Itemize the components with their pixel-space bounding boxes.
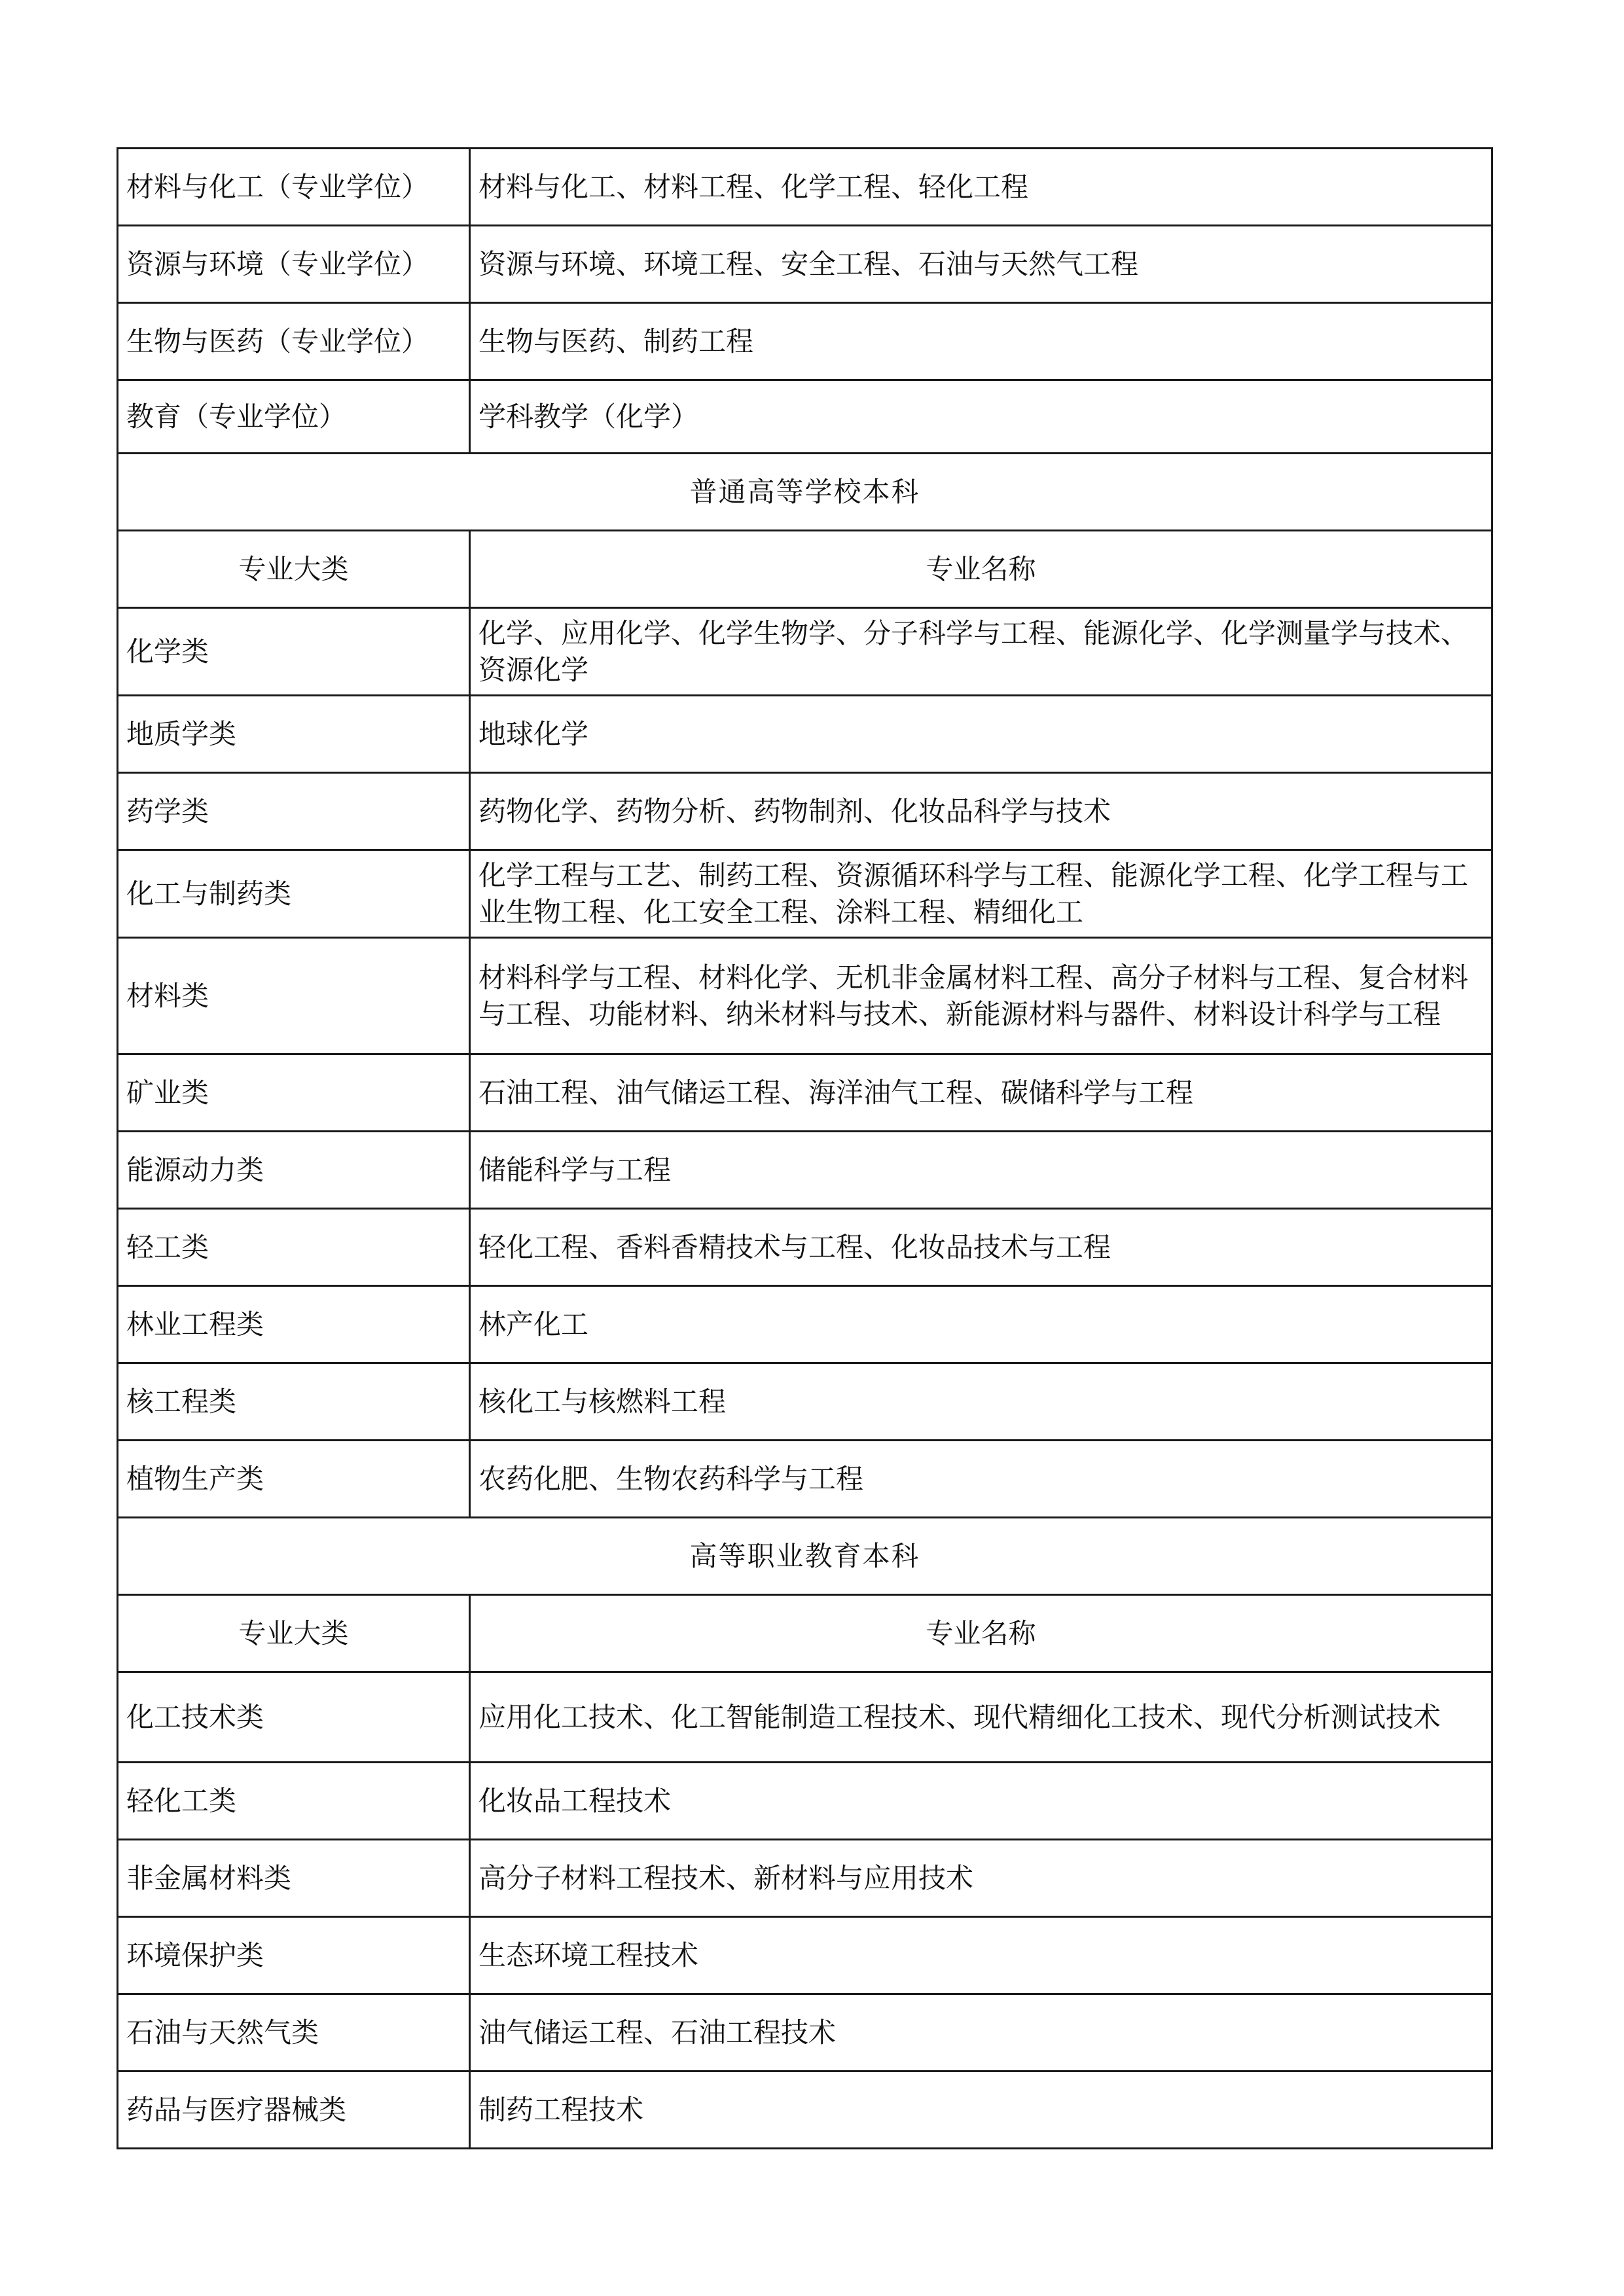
table-row: [118, 1441, 1492, 1518]
category-cell: 材料类: [118, 938, 470, 1054]
category-cell: 药学类: [118, 773, 470, 850]
table-row: [118, 850, 1492, 938]
table-row: [118, 1917, 1492, 1994]
header-row: [118, 531, 1492, 608]
column-header-names: 专业名称: [470, 1595, 1492, 1672]
category-cell: 轻化工类: [118, 1763, 470, 1840]
major-names-cell: 应用化工技术、化工智能制造工程技术、现代精细化工技术、现代分析测试技术: [470, 1672, 1492, 1763]
column-header-names: 专业名称: [470, 531, 1492, 608]
major-names-cell: 农药化肥、生物农药科学与工程: [470, 1441, 1492, 1518]
category-cell: 林业工程类: [118, 1286, 470, 1363]
major-names-cell: 学科教学（化学）: [470, 380, 1492, 454]
category-cell: 教育（专业学位）: [118, 380, 470, 454]
table-row: [118, 1286, 1492, 1363]
major-names-cell: 轻化工程、香料香精技术与工程、化妆品技术与工程: [470, 1209, 1492, 1286]
category-cell: 核工程类: [118, 1363, 470, 1441]
category-cell: 轻工类: [118, 1209, 470, 1286]
major-names-cell: 资源与环境、环境工程、安全工程、石油与天然气工程: [470, 226, 1492, 303]
table-row: [118, 303, 1492, 380]
section-title-vocational: 高等职业教育本科: [118, 1518, 1492, 1595]
section-title-row: [118, 454, 1492, 531]
major-names-cell: 石油工程、油气储运工程、海洋油气工程、碳储科学与工程: [470, 1054, 1492, 1132]
table-row: [118, 608, 1492, 696]
major-names-cell: 地球化学: [470, 696, 1492, 773]
header-row: [118, 1595, 1492, 1672]
table-row: [118, 1363, 1492, 1441]
major-catalog-table: [117, 147, 1493, 2149]
major-names-cell: 制药工程技术: [470, 2072, 1492, 2149]
column-header-category: 专业大类: [118, 1595, 470, 1672]
major-names-cell: 生物与医药、制药工程: [470, 303, 1492, 380]
category-cell: 矿业类: [118, 1054, 470, 1132]
category-cell: 非金属材料类: [118, 1840, 470, 1917]
major-names-cell: 材料与化工、材料工程、化学工程、轻化工程: [470, 149, 1492, 226]
category-cell: 能源动力类: [118, 1132, 470, 1209]
major-names-cell: 化学工程与工艺、制药工程、资源循环科学与工程、能源化学工程、化学工程与工业生物工程、化工安全工程、涂料工程、精细化工: [470, 850, 1492, 938]
category-cell: 化工与制药类: [118, 850, 470, 938]
table-row: [118, 1672, 1492, 1763]
table-row: [118, 2072, 1492, 2149]
table-row: [118, 149, 1492, 226]
category-cell: 环境保护类: [118, 1917, 470, 1994]
major-names-cell: 材料科学与工程、材料化学、无机非金属材料工程、高分子材料与工程、复合材料与工程、功能材料、纳米材料与技术、新能源材料与器件、材料设计科学与工程: [470, 938, 1492, 1054]
table-row: [118, 773, 1492, 850]
major-names-cell: 油气储运工程、石油工程技术: [470, 1994, 1492, 2072]
table-row: [118, 1994, 1492, 2072]
section-title-row: [118, 1518, 1492, 1595]
table-row: [118, 1840, 1492, 1917]
category-cell: 化学类: [118, 608, 470, 696]
category-cell: 材料与化工（专业学位）: [118, 149, 470, 226]
table-row: [118, 226, 1492, 303]
category-cell: 地质学类: [118, 696, 470, 773]
column-header-category: 专业大类: [118, 531, 470, 608]
major-names-cell: 化妆品工程技术: [470, 1763, 1492, 1840]
major-names-cell: 生态环境工程技术: [470, 1917, 1492, 1994]
category-cell: 生物与医药（专业学位）: [118, 303, 470, 380]
major-names-cell: 药物化学、药物分析、药物制剂、化妆品科学与技术: [470, 773, 1492, 850]
table-row: [118, 380, 1492, 454]
table-row: [118, 1054, 1492, 1132]
category-cell: 资源与环境（专业学位）: [118, 226, 470, 303]
section-title-undergrad: 普通高等学校本科: [118, 454, 1492, 531]
category-cell: 植物生产类: [118, 1441, 470, 1518]
category-cell: 化工技术类: [118, 1672, 470, 1763]
major-names-cell: 林产化工: [470, 1286, 1492, 1363]
category-cell: 石油与天然气类: [118, 1994, 470, 2072]
table-row: [118, 938, 1492, 1054]
table-row: [118, 1209, 1492, 1286]
major-names-cell: 高分子材料工程技术、新材料与应用技术: [470, 1840, 1492, 1917]
major-names-cell: 储能科学与工程: [470, 1132, 1492, 1209]
major-names-cell: 化学、应用化学、化学生物学、分子科学与工程、能源化学、化学测量学与技术、资源化学: [470, 608, 1492, 696]
table-row: [118, 1132, 1492, 1209]
table-row: [118, 696, 1492, 773]
major-names-cell: 核化工与核燃料工程: [470, 1363, 1492, 1441]
table-row: [118, 1763, 1492, 1840]
category-cell: 药品与医疗器械类: [118, 2072, 470, 2149]
